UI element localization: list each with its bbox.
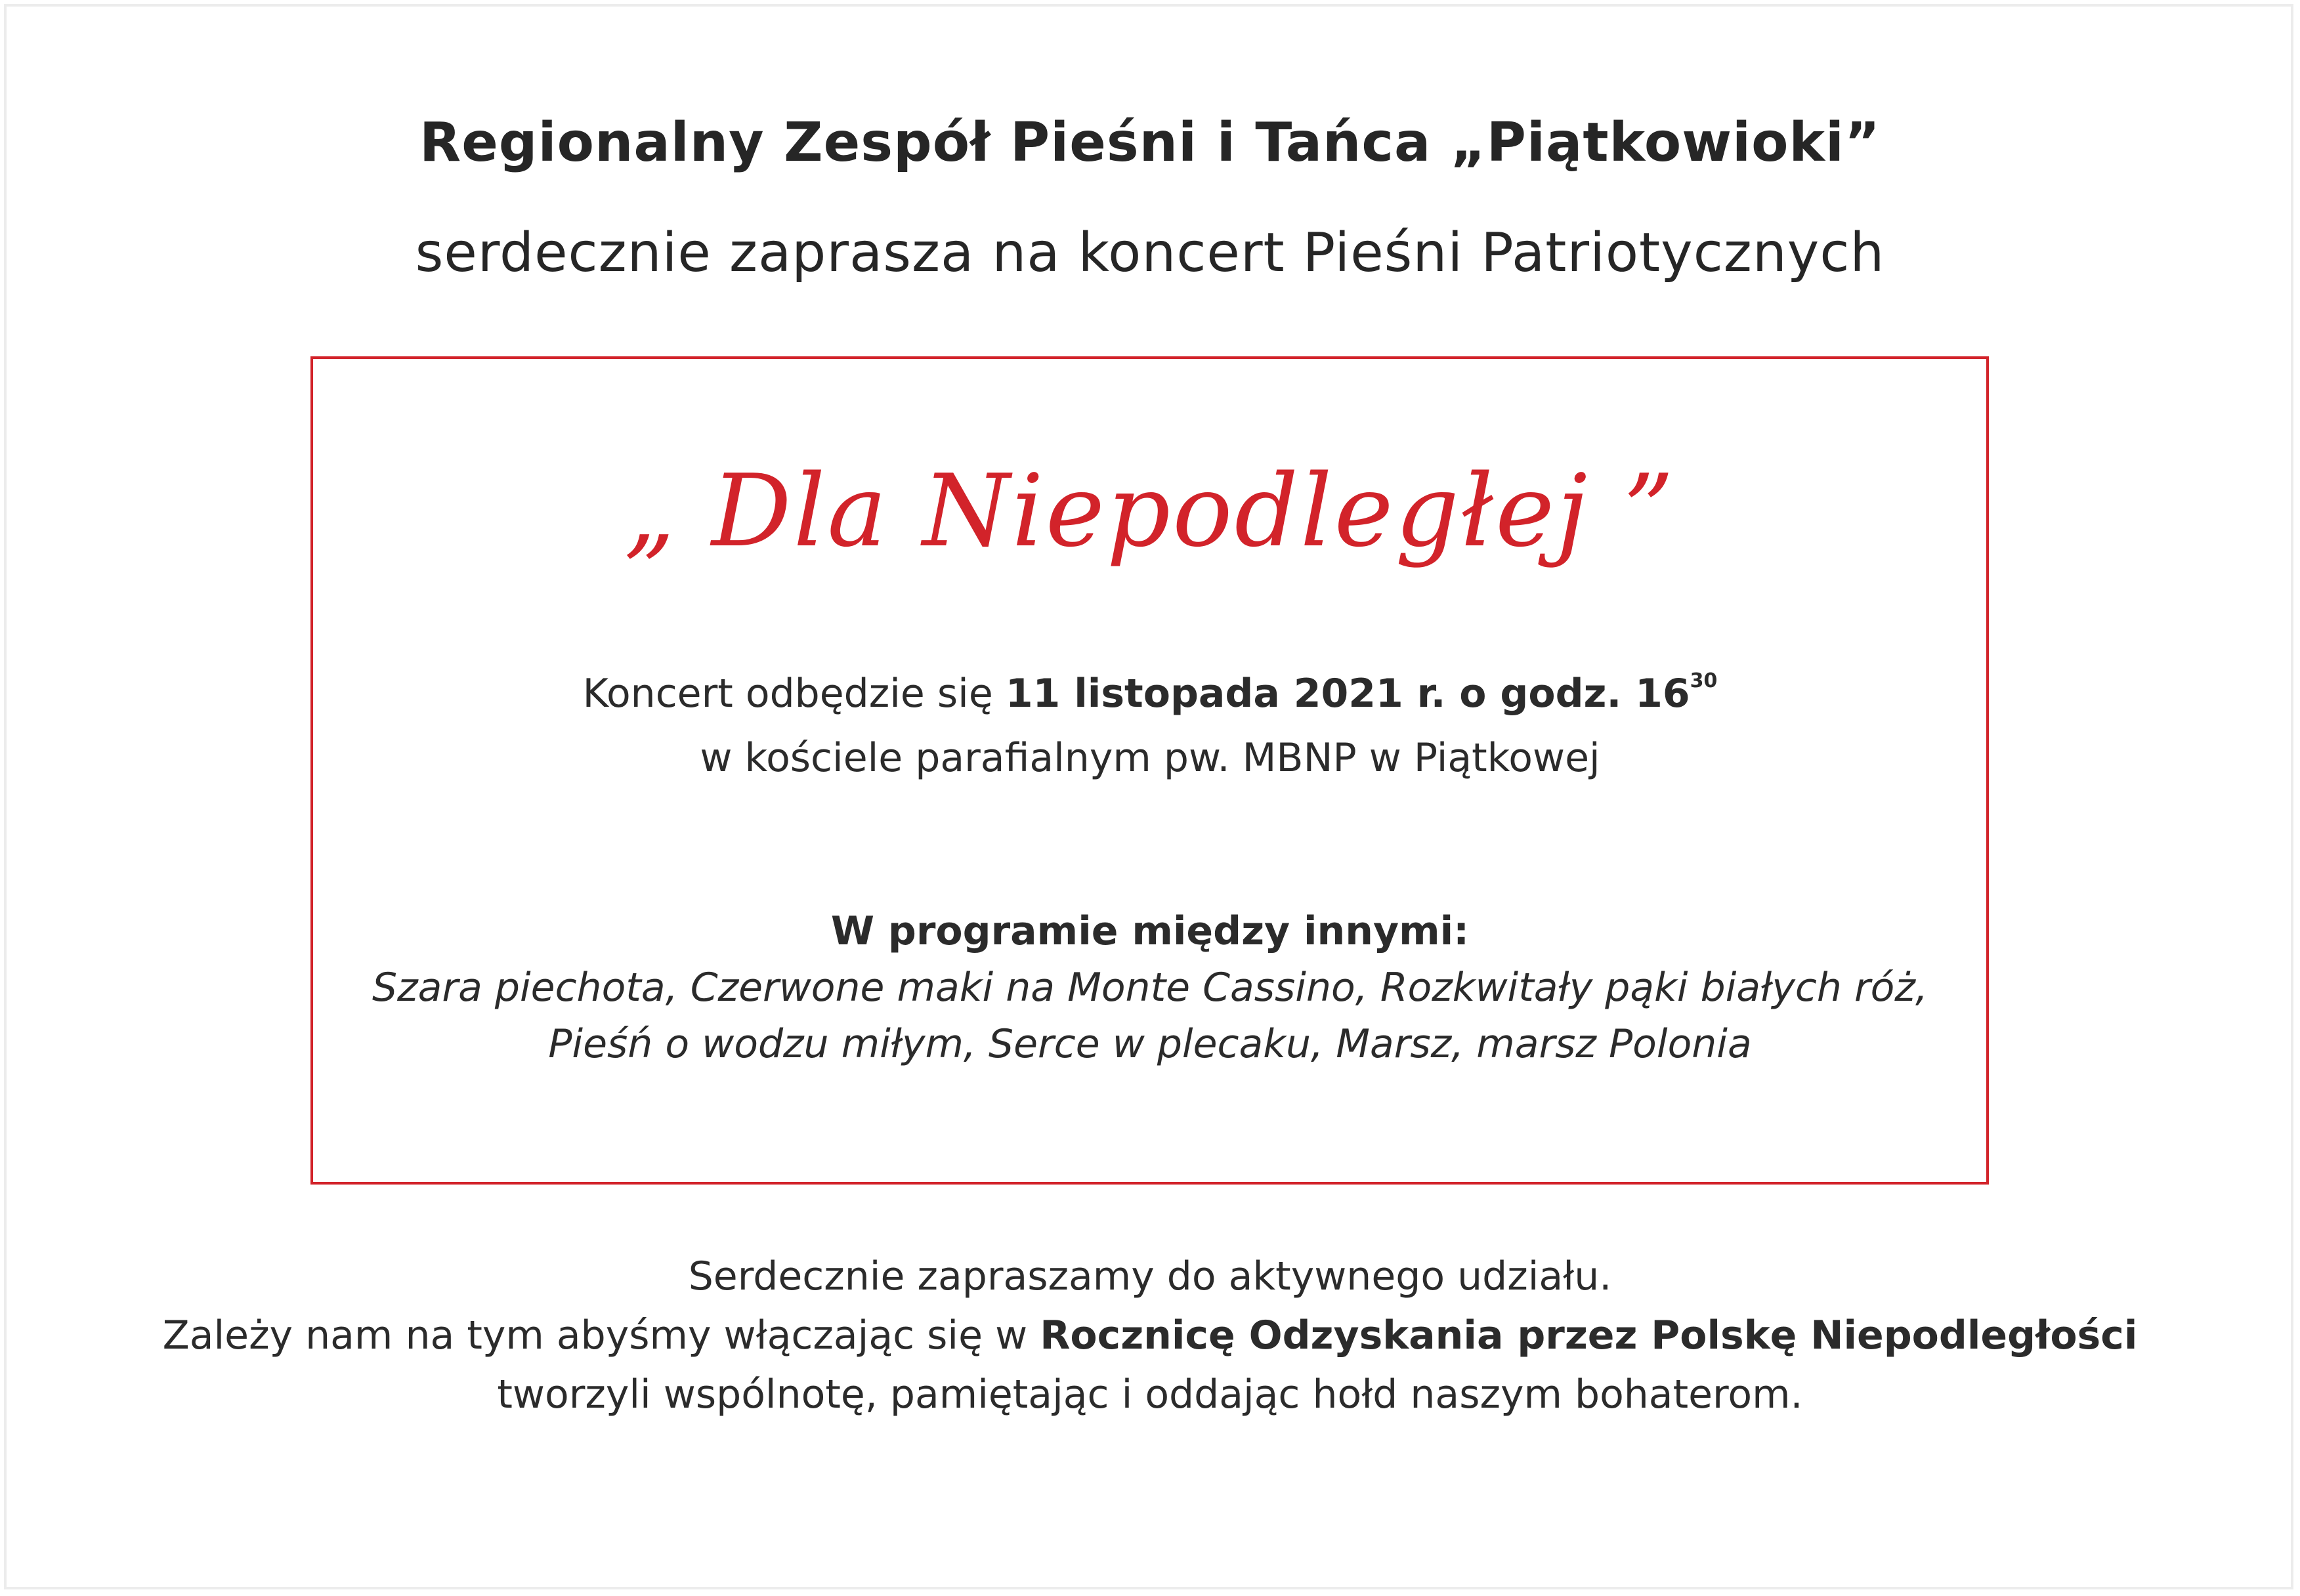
date-bold: 11 listopada 2021 r. o godz. 16 xyxy=(1005,671,1690,717)
program-songs-line-1: Szara piechota, Czerwone maki na Monte Cassino, Rozkwitały pąki białych róż, xyxy=(372,965,1928,1011)
concert-place: w kościele parafialnym pw. MBNP w Piątkowej xyxy=(700,735,1600,781)
date-prefix: Koncert odbędzie się xyxy=(582,671,1006,717)
footer-line-2 xyxy=(0,1312,2300,1358)
ensemble-title: Regionalny Zespół Pieśni i Tańca „Piątkowioki” xyxy=(419,112,1881,174)
concert-date-line xyxy=(0,669,2300,717)
footer-line-2-prefix: Zależy nam na tym abyśmy włączając się w xyxy=(162,1312,1040,1358)
footer-line-3: tworzyli wspólnotę, pamiętając i oddając hołd naszym bohaterom. xyxy=(497,1372,1803,1418)
program-heading: W programie między innymi: xyxy=(830,908,1470,954)
program-songs-line-2: Pieśń o wodzu miłym, Serce w plecaku, Marsz, marsz Polonia xyxy=(548,1021,1752,1067)
invitation-subtitle: serdecznie zaprasza na koncert Pieśni Patriotycznych xyxy=(415,222,1885,284)
footer-line-1: Serdecznie zapraszamy do aktywnego udziału. xyxy=(688,1253,1612,1299)
anniversary-name: Rocznicę Odzyskania przez Polskę Niepodległości xyxy=(1040,1312,2138,1358)
event-name: „ Dla Niepodległej ” xyxy=(624,453,1676,569)
time-minutes: 30 xyxy=(1690,669,1718,692)
